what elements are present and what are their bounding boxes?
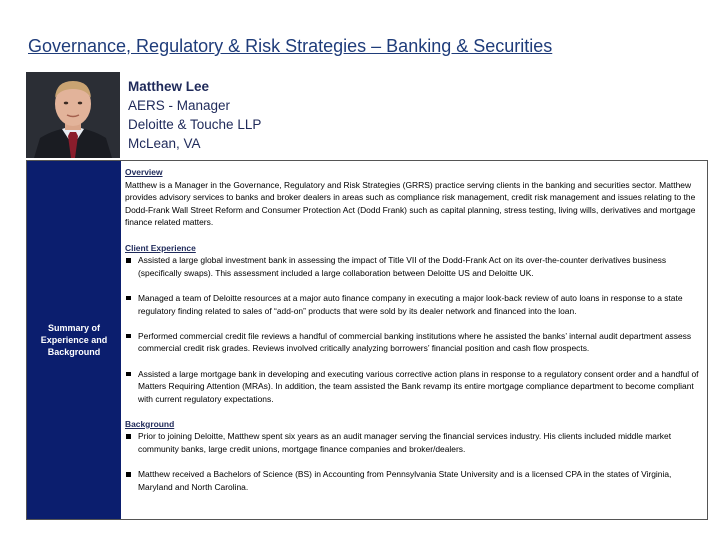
- profile-photo: [26, 72, 120, 158]
- list-item: [125, 330, 703, 355]
- bullet-icon: [126, 372, 131, 377]
- summary-card: [26, 160, 708, 520]
- profile-role: AERS - Manager: [128, 98, 231, 113]
- profile-block: [128, 77, 261, 153]
- summary-side-label: Summary of Experience and Background: [27, 161, 121, 519]
- list-item-text: Managed a team of Deloitte resources at a major auto finance company in executing a major look-back review of auto loans in response to a state regulatory finding related to sales of “add-on” products that were sold by its dealer network and financed into the loan.: [138, 292, 683, 316]
- overview-text: Matthew is a Manager in the Governance, Regulatory and Risk Strategies (GRRS) practice serving clients in the banking and securities sector. Matthew provides advisory services to banks and broker dealers in areas such as compliance risk management, credit risk management and issues relating to the Dodd-Frank Wall Street Reform and Consumer Protection Act (Dodd Frank) such as capital planning, stress testing, living wills, derivatives and mortgage finance related matters.: [125, 179, 696, 228]
- background-list: [125, 430, 703, 493]
- list-item: [125, 254, 703, 279]
- list-item-text: Assisted a large mortgage bank in developing and executing various corrective action plans in response to a regulatory consent order and a handful of Matters Requiring Attention (MRAs). In addition, the team assisted the Bank revamp its entire mortgage compliance department to become compliant with current regulatory expectations.: [138, 368, 699, 404]
- profile-name: Matthew Lee: [128, 79, 210, 94]
- background-heading: Background: [125, 418, 175, 429]
- list-item: [125, 368, 703, 406]
- spacer: [125, 405, 703, 418]
- list-item-text: Matthew received a Bachelors of Science (BS) in Accounting from Pennsylvania State University and is a licensed CPA in the states of Virginia, Maryland and North Carolina.: [138, 469, 672, 492]
- page-title: Governance, Regulatory & Risk Strategies – Banking & Securities: [28, 36, 553, 56]
- list-item: [125, 468, 703, 493]
- list-item-text: Performed commercial credit file reviews a handful of commercial banking institutions where he assisted the banks’ internal audit department assess commercial credit risk grades. Reviews involved critically analyzing borrowers’ financial position and cash flow prospects.: [138, 330, 692, 354]
- bullet-icon: [126, 334, 131, 339]
- client-experience-list: [125, 254, 703, 405]
- profile-company: Deloitte & Touche LLP: [128, 117, 262, 132]
- portrait-image: [26, 72, 120, 158]
- summary-content: [121, 161, 707, 519]
- client-experience-heading: Client Experience: [125, 242, 196, 253]
- profile-location: McLean, VA: [128, 136, 201, 151]
- list-item-text: Prior to joining Deloitte, Matthew spent six years as an audit manager serving the financial services industry. His clients included middle market community banks, large credit unions, mortgage finance companies and broker/dealers.: [138, 431, 672, 455]
- bullet-icon: [126, 472, 131, 477]
- spacer: [125, 229, 703, 242]
- list-item-text: Assisted a large global investment bank in assessing the impact of Title VII of the Dodd-Frank Act on its over-the-counter derivatives business (specifically swaps). This assessment included a large collaboration between Deloitte US and Deloitte UK.: [138, 255, 667, 278]
- bullet-icon: [126, 258, 131, 263]
- list-item: [125, 430, 703, 455]
- bullet-icon: [126, 296, 131, 301]
- bullet-icon: [126, 434, 131, 439]
- overview-heading: Overview: [125, 167, 163, 177]
- list-item: [125, 292, 703, 317]
